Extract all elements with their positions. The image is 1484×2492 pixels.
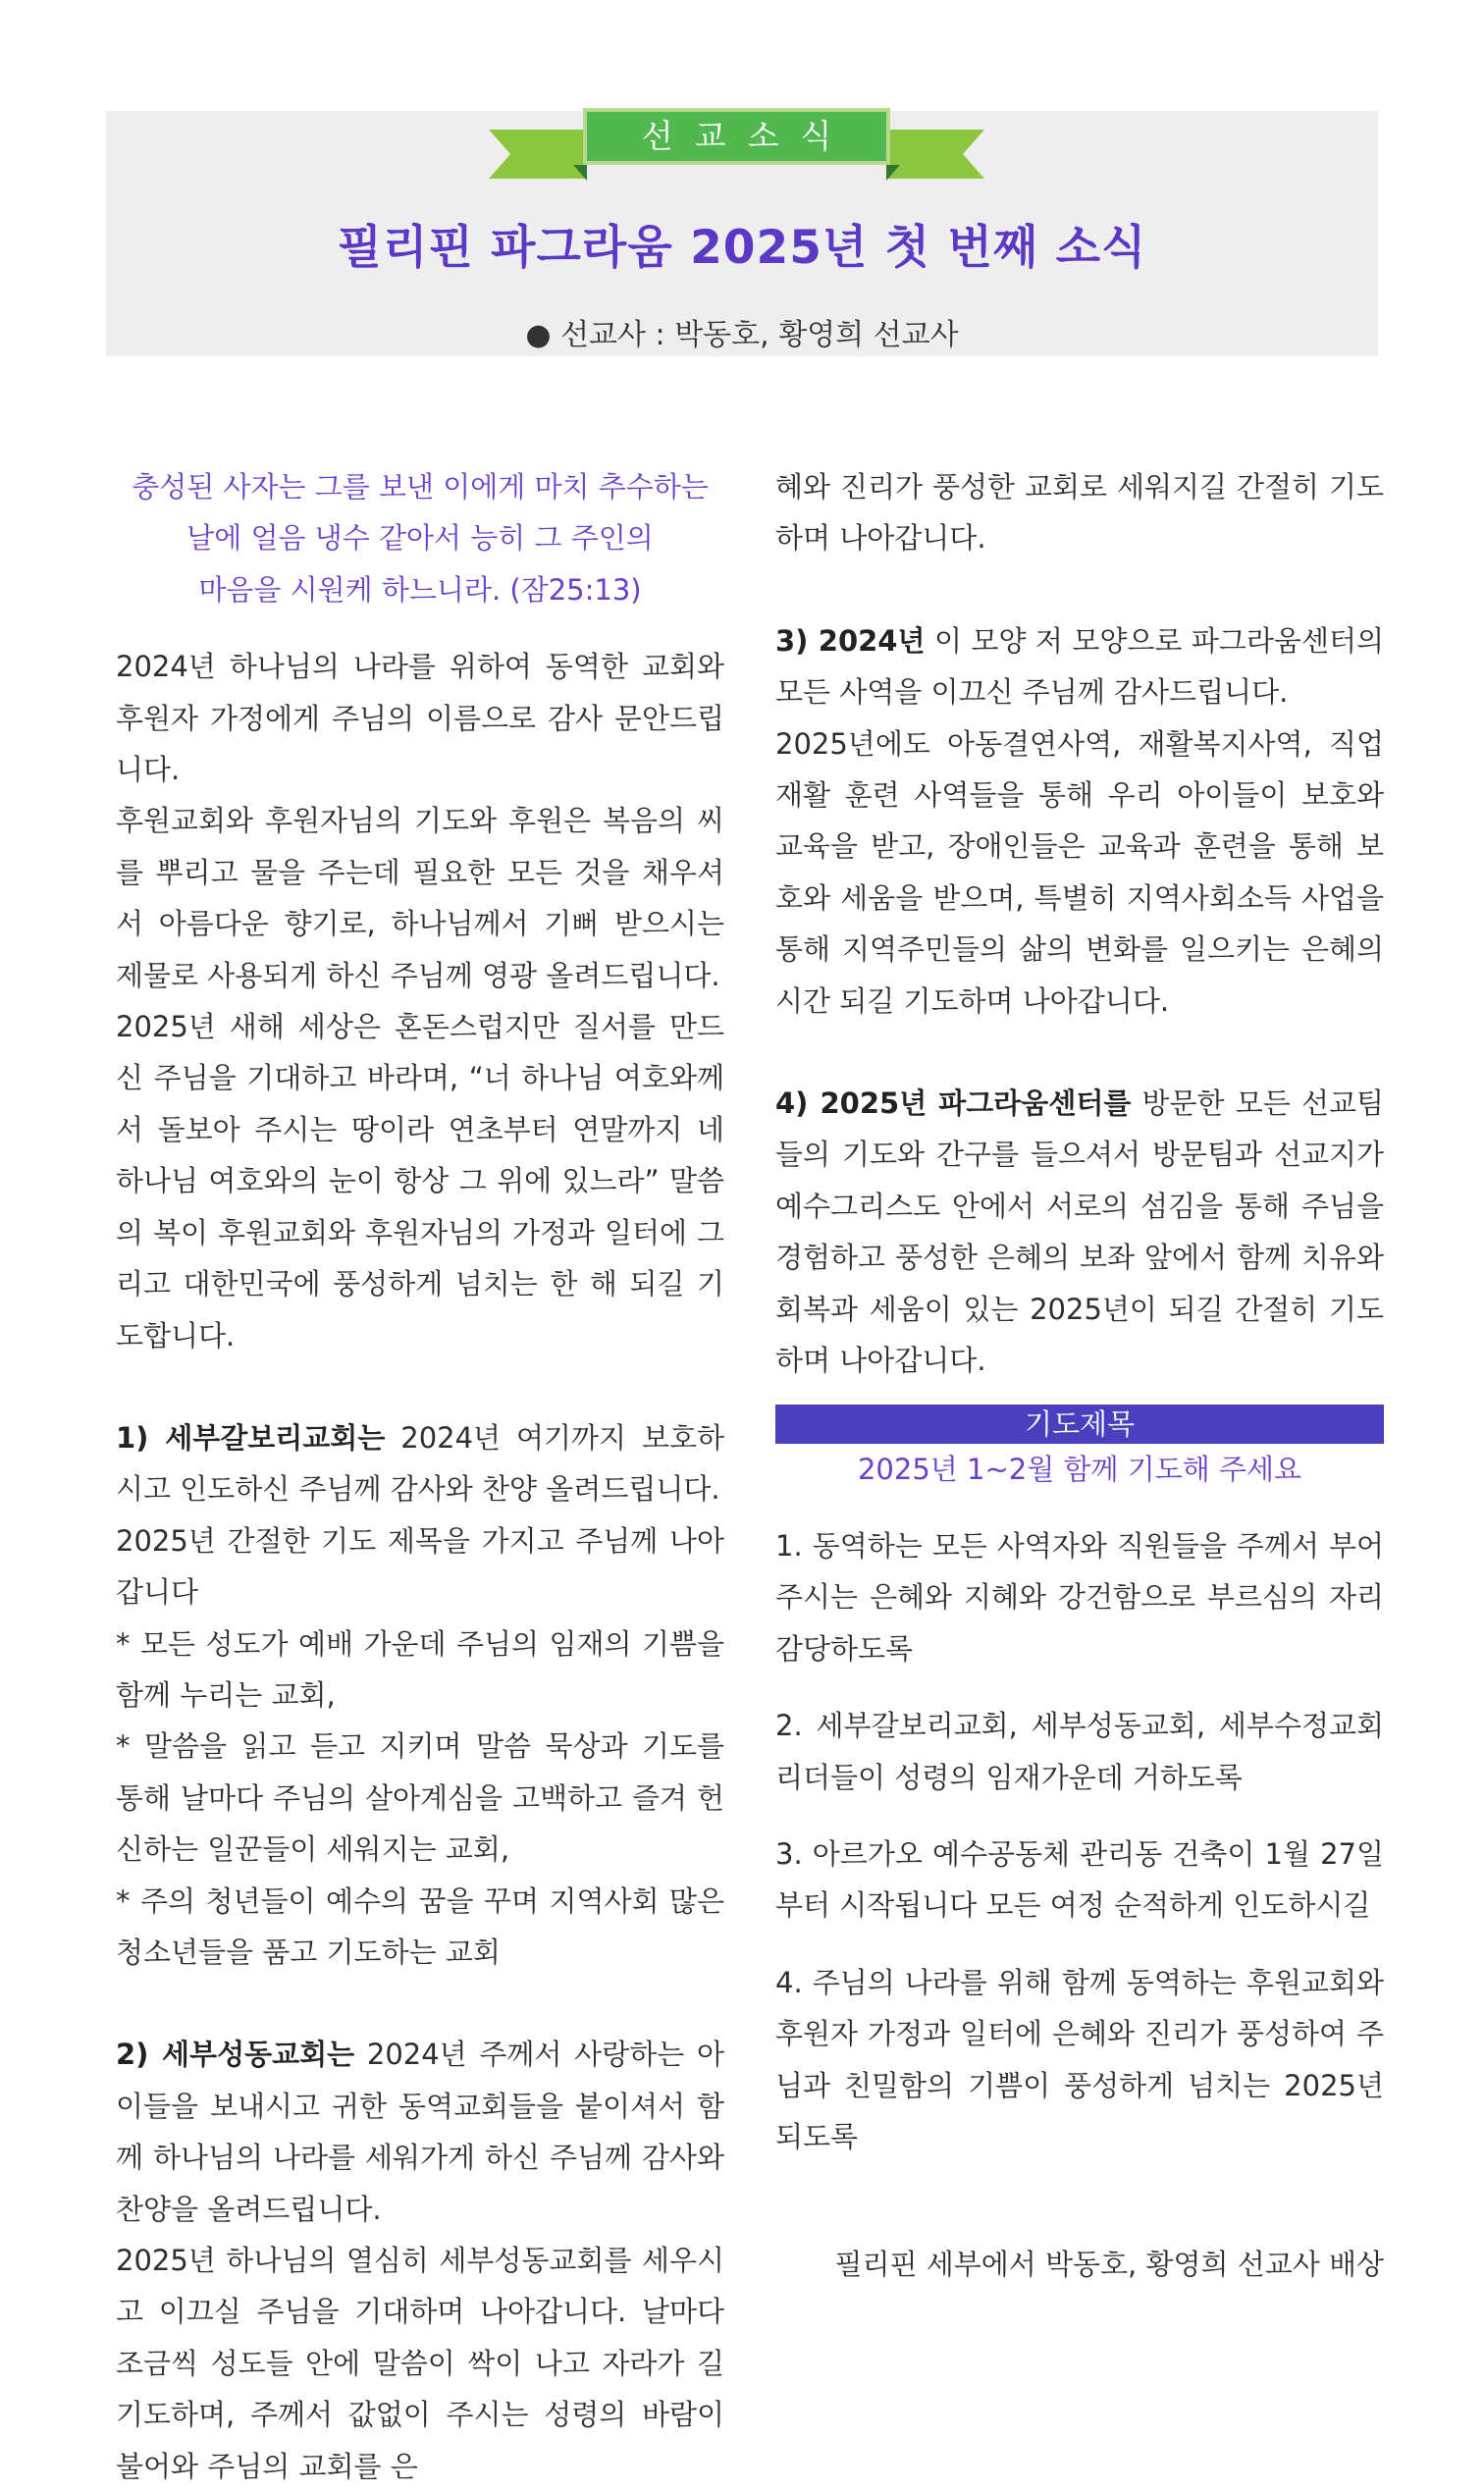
- continued-text: 혜와 진리가 풍성한 교회로 세워지길 간절히 기도하며 나아갑니다.: [775, 470, 1384, 556]
- section-label: 선교소식: [583, 108, 890, 165]
- section-4: [775, 1078, 1384, 1386]
- prayer-item: 4. 주님의 나라를 위해 함께 동역하는 후원교회와 후원자 가정과 일터에 은혜와 진리가 풍성하여 주님과 친밀함의 기쁨이 풍성하게 넘치는 2025년 되도록: [775, 1965, 1384, 2153]
- section-1-lead: 1) 세부갈보리교회는: [116, 1420, 386, 1455]
- ribbon-left-tail: [489, 116, 597, 188]
- section-3: [775, 615, 1384, 1027]
- section-2: [116, 2029, 724, 2492]
- section-3-body: 이 모양 저 모양으로 파그라움센터의 모든 사역을 이끄신 주님께 감사드립니다. 2025년에도 아동결연사역, 재활복지사역, 직업재활 훈련 사역들을 통해 우리 아이들이 보호와 교육을 받고, 장애인들은 교육과 훈련을 통해 보호와 세움을 받으며, 특별히 지역사회소득 사업을 통해 지역주민들의 삶의 변화를 일으키는 은혜의 시간 되길 기도하며 나아갑니다.: [775, 623, 1384, 1018]
- prayer-item: 2. 세부갈보리교회, 세부성동교회, 세부수정교회 리더들이 성령의 임재가운데 거하도록: [775, 1709, 1384, 1794]
- prayer-item: 1. 동역하는 모든 사역자와 직원들을 주께서 부어주시는 은혜와 지혜와 강건함으로 부르심의 자리감당하도록: [775, 1528, 1384, 1666]
- section-4-lead: 4) 2025년 파그라움센터를: [775, 1087, 1132, 1121]
- prayer-item: 3. 아르가오 예수공동체 관리동 건축이 1월 27일부터 시작됩니다 모든 여정 순적하게 인도하시길: [775, 1836, 1384, 1923]
- byline: ● 선교사 : 박동호, 황영희 선교사: [525, 318, 959, 352]
- section-1-body: 2024년 여기까지 보호하시고 인도하신 주님께 감사와 찬양 올려드립니다. 2025년 간절한 기도 제목을 가지고 주님께 나아갑니다 * 모든 성도가 예배 가운데 주님의 임재의 기쁨을 함께 누리는 교회, * 말씀을 읽고 듣고 지키며 말씀 묵상과 기도를 통해 날마다 주님의 살아계심을 고백하고 즐겨 헌신하는 일꾼들이 세워지는 교회, * 주의 청년들이 예수의 꿈을 꾸며 지역사회 많은 청소년들을 품고 기도하는 교회: [116, 1420, 724, 1969]
- ribbon-right-tail: [876, 116, 984, 188]
- section-4-body: 방문한 모든 선교팀들의 기도와 간구를 들으셔서 방문팀과 선교지가 예수그리스도 안에서 서로의 섬김을 통해 주님을 경험하고 풍성한 은혜의 보좌 앞에서 함께 치유와 회복과 세움이 있는 2025년이 되길 간절히 기도하며 나아갑니다.: [775, 1087, 1384, 1378]
- scripture-verse: 충성된 사자는 그를 보낸 이에게 마치 추수하는 날에 얼음 냉수 같아서 능히 그 주인의 마음을 시원케 하느니라. (잠25:13): [132, 470, 709, 607]
- greeting-paragraph: 2024년 하나님의 나라를 위하여 동역한 교회와 후원자 가정에게 주님의 이름으로 감사 문안드립니다. 후원교회와 후원자님의 기도와 후원은 복음의 씨를 뿌리고 물을 주는데 필요한 모든 것을 채우셔서 아름다운 향기로, 하나님께서 기뻐 받으시는 제물로 사용되게 하신 주님께 영광 올려드립니다. 2025년 새해 세상은 혼돈스럽지만 질서를 만드신 주님을 기대하고 바라며, “너 하나님 여호와께서 돌보아 주시는 땅이라 연초부터 연말까지 네 하나님 여호와의 눈이 항상 그 위에 있느라” 말씀의 복이 후원교회와 후원자님의 가정과 일터에 그리고 대한민국에 풍성하게 넘치는 한 해 되길 기도합니다.: [116, 650, 724, 1352]
- section-2-body: 2024년 주께서 사랑하는 아이들을 보내시고 귀한 동역교회들을 붙이셔서 함께 하나님의 나라를 세워가게 하신 주님께 감사와 찬양을 올려드립니다. 2025년 하나님의 열심히 세부성동교회를 세우시고 이끄실 주님을 기대하며 나아갑니다. 날마다 조금씩 성도들 안에 말씀이 싹이 나고 자라가 길 기도하며, 주께서 값없이 주시는 성령의 바람이 불어와 주님의 교회를 은: [116, 2038, 724, 2483]
- left-column: [116, 461, 724, 2492]
- signature: 필리핀 세부에서 박동호, 황영희 선교사 배상: [834, 2248, 1384, 2282]
- section-2-lead: 2) 세부성동교회는: [116, 2038, 355, 2072]
- section-3-lead: 3) 2024년: [775, 623, 926, 658]
- page-title: 필리핀 파그라움 2025년 첫 번째 소식: [337, 221, 1147, 275]
- section-1: [116, 1412, 724, 1978]
- prayer-subtitle: 2025년 1~2월 함께 기도해 주세요: [857, 1452, 1302, 1486]
- right-column: [775, 461, 1384, 2291]
- prayer-title-bar: 기도제목: [775, 1405, 1384, 1444]
